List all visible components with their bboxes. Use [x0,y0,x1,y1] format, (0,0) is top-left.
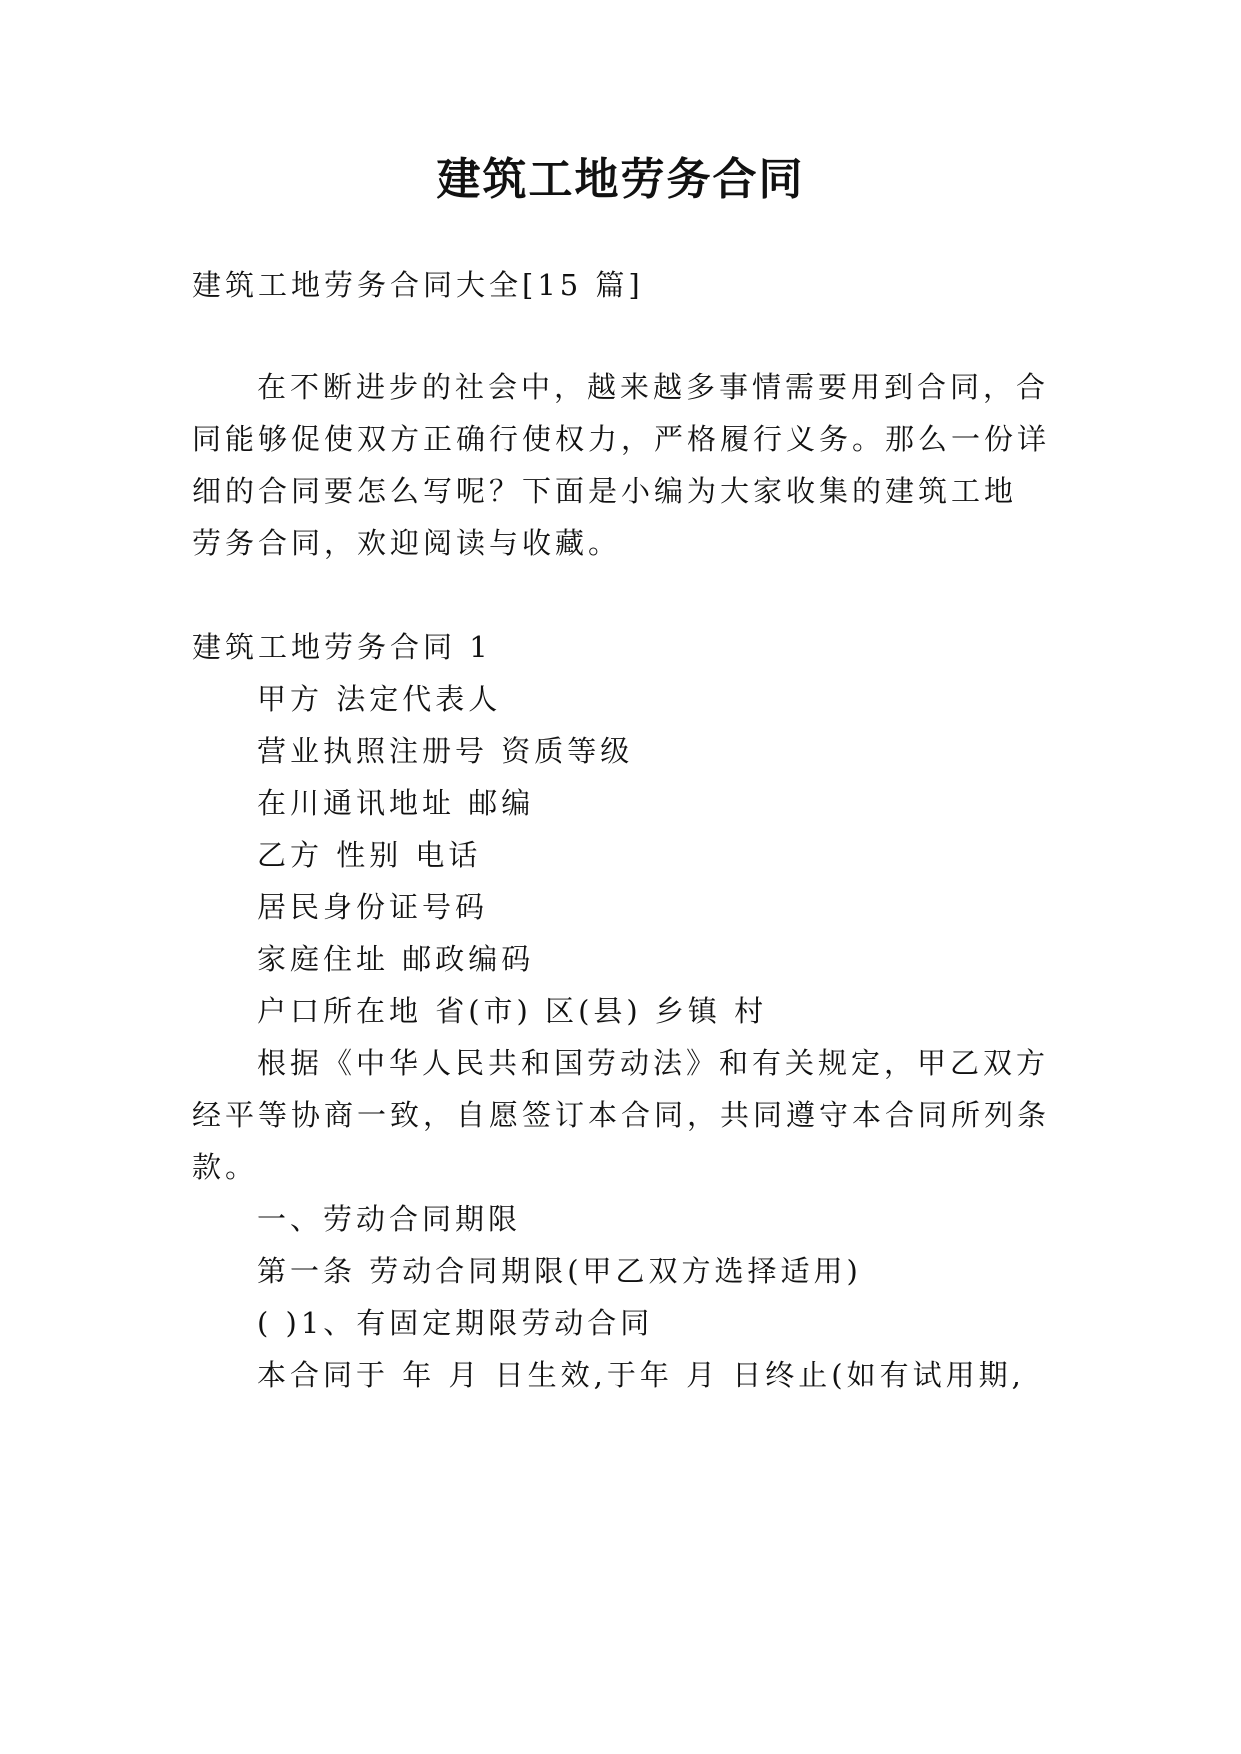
section-heading: 建筑工地劳务合同 1 [192,630,492,664]
party-field: 在川通讯地址 邮编 [257,786,535,820]
document-title: 建筑工地劳务合同 [436,154,805,205]
intro-line: 劳务合同，欢迎阅读与收藏。 [192,526,622,560]
basis-line: 根据《中华人民共和国劳动法》和有关规定，甲乙双方 [257,1046,1050,1080]
intro-line: 在不断进步的社会中，越来越多事情需要用到合同，合 [257,370,1050,404]
party-field: 乙方 性别 电话 [257,838,482,872]
clause-line: 本合同于 年 月 日生效,于年 月 日终止(如有试用期, [257,1358,1025,1392]
clause-heading: 一、劳动合同期限 [257,1202,522,1236]
intro-line: 同能够促使双方正确行使权力，严格履行义务。那么一份详 [192,422,1051,456]
clause-line: 第一条 劳动合同期限(甲乙双方选择适用) [257,1254,862,1288]
party-field: 甲方 法定代表人 [257,682,502,716]
clause-line: ( )1、有固定期限劳动合同 [257,1306,654,1340]
basis-line: 经平等协商一致，自愿签订本合同，共同遵守本合同所列条 [192,1098,1051,1132]
party-field: 家庭住址 邮政编码 [257,942,535,976]
intro-line: 细的合同要怎么写呢？下面是小编为大家收集的建筑工地 [192,474,1018,508]
basis-line: 款。 [192,1150,259,1184]
party-field: 户口所在地 省(市) 区(县) 乡镇 村 [257,994,768,1028]
document-subtitle: 建筑工地劳务合同大全[15 篇] [192,268,644,302]
party-field: 营业执照注册号 资质等级 [257,734,634,768]
party-field: 居民身份证号码 [257,890,489,924]
